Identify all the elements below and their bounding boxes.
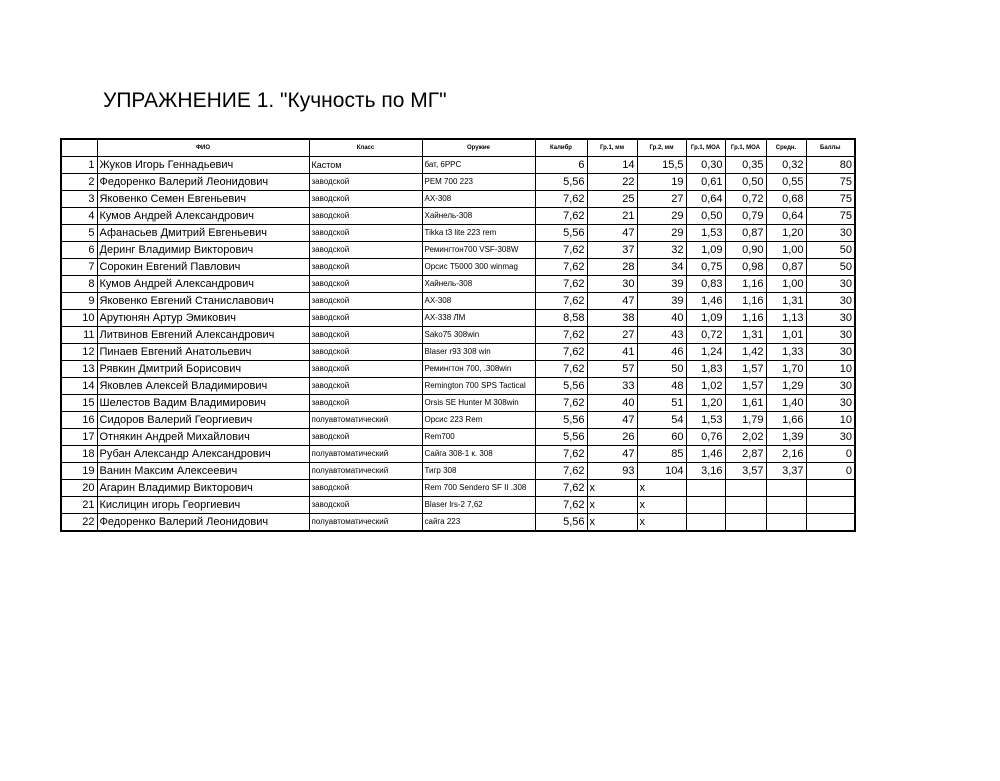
row-index: 8: [61, 276, 97, 293]
row-group1-mm: 33: [587, 378, 637, 395]
row-group2-mm: 15,5: [637, 157, 686, 174]
row-group1-moa: 1,53: [686, 225, 725, 242]
row-class: заводской: [309, 378, 422, 395]
row-group2-mm: 34: [637, 259, 686, 276]
header-group1-moa: Гр.1, MOA: [686, 139, 725, 157]
row-caliber: 6: [535, 157, 587, 174]
row-caliber: 7,62: [535, 463, 587, 480]
row-group1-mm: 28: [587, 259, 637, 276]
row-group1-moa: [686, 497, 725, 514]
row-group1-mm: 57: [587, 361, 637, 378]
row-weapon: Тигр 308: [422, 463, 535, 480]
row-group1-mm: 93: [587, 463, 637, 480]
row-caliber: 7,62: [535, 361, 587, 378]
row-class: заводской: [309, 395, 422, 412]
row-group1-mm: 40: [587, 395, 637, 412]
row-group2-moa: 1,31: [725, 327, 766, 344]
row-group1-mm: 22: [587, 174, 637, 191]
results-table: [60, 138, 856, 532]
row-weapon: АХ-308: [422, 191, 535, 208]
row-group2-moa: 1,16: [725, 293, 766, 310]
row-weapon: бат, 6PPC: [422, 157, 535, 174]
row-points: 30: [806, 276, 855, 293]
row-group2-mm: 39: [637, 276, 686, 293]
table-row: [61, 174, 855, 191]
row-name: Кумов Андрей Александрович: [97, 208, 309, 225]
header-index: [61, 139, 97, 157]
row-group2-mm: 39: [637, 293, 686, 310]
row-name: Пинаев Евгений Анатольевич: [97, 344, 309, 361]
row-index: 1: [61, 157, 97, 174]
row-group2-mm: 32: [637, 242, 686, 259]
row-group2-moa: 0,98: [725, 259, 766, 276]
table-row: [61, 191, 855, 208]
table-row: [61, 463, 855, 480]
row-name: Агарин Владимир Викторович: [97, 480, 309, 497]
row-group2-mm: 29: [637, 208, 686, 225]
header-group2-mm: Гр.2, мм: [637, 139, 686, 157]
row-group1-mm: 37: [587, 242, 637, 259]
row-caliber: 7,62: [535, 191, 587, 208]
row-average: 1,13: [766, 310, 806, 327]
table-row: [61, 276, 855, 293]
row-name: Кумов Андрей Александрович: [97, 276, 309, 293]
row-average: [766, 497, 806, 514]
row-class: полуавтоматический: [309, 412, 422, 429]
row-points: 0: [806, 446, 855, 463]
row-average: 1,70: [766, 361, 806, 378]
row-index: 10: [61, 310, 97, 327]
row-average: 0,87: [766, 259, 806, 276]
row-group1-moa: 1,83: [686, 361, 725, 378]
row-group1-moa: 1,20: [686, 395, 725, 412]
table-row: [61, 514, 855, 532]
row-caliber: 7,62: [535, 259, 587, 276]
row-name: Сидоров Валерий Георгиевич: [97, 412, 309, 429]
row-group1-mm: 21: [587, 208, 637, 225]
row-weapon: Sako75 308win: [422, 327, 535, 344]
row-index: 16: [61, 412, 97, 429]
table-row: [61, 225, 855, 242]
row-index: 20: [61, 480, 97, 497]
table-row: [61, 310, 855, 327]
row-group1-moa: 0,50: [686, 208, 725, 225]
row-average: 1,39: [766, 429, 806, 446]
row-class: заводской: [309, 293, 422, 310]
row-points: 80: [806, 157, 855, 174]
table-row: [61, 378, 855, 395]
row-points: 30: [806, 378, 855, 395]
row-caliber: 7,62: [535, 293, 587, 310]
row-average: 0,68: [766, 191, 806, 208]
row-points: [806, 497, 855, 514]
row-class: полуавтоматический: [309, 463, 422, 480]
row-group1-mm: 27: [587, 327, 637, 344]
row-name: Литвинов Евгений Александрович: [97, 327, 309, 344]
row-group2-moa: 2,02: [725, 429, 766, 446]
row-group2-mm: 50: [637, 361, 686, 378]
row-points: 0: [806, 463, 855, 480]
row-group1-moa: 3,16: [686, 463, 725, 480]
row-weapon: Сайга 308-1 к. 308: [422, 446, 535, 463]
row-group1-mm: 14: [587, 157, 637, 174]
row-name: Арутюнян Артур Эмикович: [97, 310, 309, 327]
row-name: Шелестов Вадим Владимирович: [97, 395, 309, 412]
row-points: 75: [806, 208, 855, 225]
row-average: [766, 514, 806, 532]
row-index: 12: [61, 344, 97, 361]
table-row: [61, 259, 855, 276]
row-points: 30: [806, 310, 855, 327]
row-group2-mm: x: [637, 497, 686, 514]
row-group1-moa: 0,75: [686, 259, 725, 276]
row-group2-moa: [725, 480, 766, 497]
table-row: [61, 327, 855, 344]
row-group2-mm: 60: [637, 429, 686, 446]
row-points: 30: [806, 293, 855, 310]
row-group2-moa: 1,79: [725, 412, 766, 429]
row-name: Федоренко Валерий Леонидович: [97, 514, 309, 532]
row-group1-moa: 0,64: [686, 191, 725, 208]
row-index: 4: [61, 208, 97, 225]
row-name: Отнякин Андрей Михайлович: [97, 429, 309, 446]
table-row: [61, 480, 855, 497]
row-caliber: 5,56: [535, 412, 587, 429]
row-caliber: 5,56: [535, 514, 587, 532]
row-group1-mm: 47: [587, 446, 637, 463]
row-group2-mm: 27: [637, 191, 686, 208]
table-row: [61, 412, 855, 429]
table-row: [61, 446, 855, 463]
row-weapon: Хайнель-308: [422, 276, 535, 293]
row-group1-moa: [686, 514, 725, 532]
row-index: 15: [61, 395, 97, 412]
row-average: 1,66: [766, 412, 806, 429]
row-points: 30: [806, 344, 855, 361]
row-index: 13: [61, 361, 97, 378]
row-group1-mm: 38: [587, 310, 637, 327]
row-group1-mm: x: [587, 514, 637, 532]
row-group2-moa: 1,57: [725, 361, 766, 378]
row-weapon: РЕМ 700 223: [422, 174, 535, 191]
table-row: [61, 344, 855, 361]
row-name: Афанасьев Дмитрий Евгеньевич: [97, 225, 309, 242]
row-weapon: Tikka t3 lite 223 rem: [422, 225, 535, 242]
table-row: [61, 497, 855, 514]
row-index: 3: [61, 191, 97, 208]
row-group1-moa: 1,46: [686, 293, 725, 310]
row-group1-moa: 1,09: [686, 310, 725, 327]
row-group2-moa: 1,16: [725, 276, 766, 293]
row-group2-moa: 0,50: [725, 174, 766, 191]
row-index: 22: [61, 514, 97, 532]
table-row: [61, 242, 855, 259]
row-caliber: 7,62: [535, 446, 587, 463]
row-name: Рубан Александр Александрович: [97, 446, 309, 463]
row-index: 11: [61, 327, 97, 344]
header-average: Средн.: [766, 139, 806, 157]
row-points: 10: [806, 412, 855, 429]
header-name: ФИО: [97, 139, 309, 157]
row-average: 1,20: [766, 225, 806, 242]
row-weapon: Rem 700 Sendero SF II .308: [422, 480, 535, 497]
row-points: 50: [806, 259, 855, 276]
table-row: [61, 429, 855, 446]
row-index: 19: [61, 463, 97, 480]
row-group1-mm: 25: [587, 191, 637, 208]
row-name: Ванин Максим Алексеевич: [97, 463, 309, 480]
row-weapon: Хайнель-308: [422, 208, 535, 225]
row-index: 2: [61, 174, 97, 191]
row-class: заводской: [309, 276, 422, 293]
row-weapon: Орсис 223 Rem: [422, 412, 535, 429]
row-average: [766, 480, 806, 497]
row-caliber: 7,62: [535, 344, 587, 361]
row-index: 17: [61, 429, 97, 446]
row-points: [806, 480, 855, 497]
row-group2-mm: 40: [637, 310, 686, 327]
row-average: 1,00: [766, 276, 806, 293]
row-group1-moa: [686, 480, 725, 497]
row-weapon: Remington 700 SPS Tactical: [422, 378, 535, 395]
row-group2-moa: 0,79: [725, 208, 766, 225]
header-group1-mm: Гр.1, мм: [587, 139, 637, 157]
row-group2-mm: 46: [637, 344, 686, 361]
row-average: 0,64: [766, 208, 806, 225]
row-weapon: Blaser lrs-2 7,62: [422, 497, 535, 514]
row-caliber: 7,62: [535, 327, 587, 344]
table-row: [61, 361, 855, 378]
row-class: заводской: [309, 361, 422, 378]
row-group2-mm: 104: [637, 463, 686, 480]
row-caliber: 7,62: [535, 242, 587, 259]
row-caliber: 7,62: [535, 480, 587, 497]
row-index: 21: [61, 497, 97, 514]
row-weapon: Ремингтон 700, .308win: [422, 361, 535, 378]
row-caliber: 5,56: [535, 378, 587, 395]
row-class: полуавтоматический: [309, 514, 422, 532]
row-index: 5: [61, 225, 97, 242]
row-class: заводской: [309, 242, 422, 259]
row-name: Яковлев Алексей Владимирович: [97, 378, 309, 395]
page-title: УПРАЖНЕНИЕ 1. "Кучность по МГ": [103, 89, 447, 112]
row-group2-mm: x: [637, 514, 686, 532]
row-class: заводской: [309, 208, 422, 225]
header-weapon: Оружие: [422, 139, 535, 157]
row-average: 1,01: [766, 327, 806, 344]
row-group1-mm: 47: [587, 225, 637, 242]
row-class: Кастом: [309, 157, 422, 174]
row-weapon: Орсис Т5000 300 winmag: [422, 259, 535, 276]
row-weapon: сайга 223: [422, 514, 535, 532]
row-caliber: 7,62: [535, 276, 587, 293]
row-group1-mm: 30: [587, 276, 637, 293]
table-row: [61, 293, 855, 310]
row-group2-moa: [725, 497, 766, 514]
row-group2-moa: 0,35: [725, 157, 766, 174]
row-average: 1,29: [766, 378, 806, 395]
table-row: [61, 157, 855, 174]
row-weapon: АХ-338 ЛМ: [422, 310, 535, 327]
row-group1-moa: 1,09: [686, 242, 725, 259]
row-average: 1,40: [766, 395, 806, 412]
row-average: 1,31: [766, 293, 806, 310]
row-class: заводской: [309, 429, 422, 446]
row-index: 9: [61, 293, 97, 310]
row-group2-moa: 1,42: [725, 344, 766, 361]
row-group2-moa: 0,72: [725, 191, 766, 208]
row-class: заводской: [309, 191, 422, 208]
row-group1-moa: 0,83: [686, 276, 725, 293]
row-class: заводской: [309, 174, 422, 191]
row-group1-mm: x: [587, 480, 637, 497]
row-group2-moa: 2,87: [725, 446, 766, 463]
row-group2-moa: 0,87: [725, 225, 766, 242]
row-group2-mm: 48: [637, 378, 686, 395]
header-class: Класс: [309, 139, 422, 157]
row-class: заводской: [309, 310, 422, 327]
row-weapon: АХ-308: [422, 293, 535, 310]
row-weapon: Rem700: [422, 429, 535, 446]
row-name: Яковенко Семен Евгеньевич: [97, 191, 309, 208]
row-group1-moa: 0,30: [686, 157, 725, 174]
header-caliber: Калибр: [535, 139, 587, 157]
row-group2-mm: 29: [637, 225, 686, 242]
row-class: заводской: [309, 225, 422, 242]
row-group1-moa: 1,02: [686, 378, 725, 395]
row-group1-moa: 0,76: [686, 429, 725, 446]
row-group2-mm: 43: [637, 327, 686, 344]
row-group2-moa: 3,57: [725, 463, 766, 480]
row-group2-moa: 1,57: [725, 378, 766, 395]
row-index: 6: [61, 242, 97, 259]
table-row: [61, 395, 855, 412]
header-points: Баллы: [806, 139, 855, 157]
row-group1-moa: 1,24: [686, 344, 725, 361]
row-caliber: 7,62: [535, 208, 587, 225]
row-caliber: 5,56: [535, 429, 587, 446]
row-group2-mm: 51: [637, 395, 686, 412]
row-group1-mm: 47: [587, 412, 637, 429]
row-name: Сорокин Евгений Павлович: [97, 259, 309, 276]
row-caliber: 8,58: [535, 310, 587, 327]
row-caliber: 5,56: [535, 225, 587, 242]
row-index: 14: [61, 378, 97, 395]
row-group2-mm: x: [637, 480, 686, 497]
row-index: 7: [61, 259, 97, 276]
row-group2-mm: 85: [637, 446, 686, 463]
row-weapon: Ремингтон700 VSF-308W: [422, 242, 535, 259]
row-average: 2,16: [766, 446, 806, 463]
row-class: полуавтоматический: [309, 446, 422, 463]
row-average: 1,33: [766, 344, 806, 361]
row-name: Рявкин Дмитрий Борисович: [97, 361, 309, 378]
header-group2-moa: Гр.1, MOA: [725, 139, 766, 157]
row-points: 75: [806, 191, 855, 208]
row-caliber: 7,62: [535, 395, 587, 412]
row-name: Яковенко Евгений Станиславович: [97, 293, 309, 310]
row-points: 30: [806, 395, 855, 412]
row-group1-moa: 0,61: [686, 174, 725, 191]
row-group1-mm: 26: [587, 429, 637, 446]
row-points: 30: [806, 225, 855, 242]
row-group2-mm: 54: [637, 412, 686, 429]
row-group1-moa: 1,46: [686, 446, 725, 463]
row-caliber: 7,62: [535, 497, 587, 514]
row-points: 30: [806, 327, 855, 344]
row-weapon: Blaser r93 308 win: [422, 344, 535, 361]
row-class: заводской: [309, 480, 422, 497]
row-points: [806, 514, 855, 532]
row-index: 18: [61, 446, 97, 463]
row-average: 0,32: [766, 157, 806, 174]
row-average: 0,55: [766, 174, 806, 191]
row-weapon: Orsis SE Hunter M 308win: [422, 395, 535, 412]
row-group1-mm: 47: [587, 293, 637, 310]
row-group2-moa: [725, 514, 766, 532]
row-class: заводской: [309, 497, 422, 514]
row-group2-moa: 1,16: [725, 310, 766, 327]
row-name: Федоренко Валерий Леонидович: [97, 174, 309, 191]
row-name: Кислицин игорь Георгиевич: [97, 497, 309, 514]
row-caliber: 5,56: [535, 174, 587, 191]
row-class: заводской: [309, 344, 422, 361]
table-row: [61, 208, 855, 225]
row-group2-mm: 19: [637, 174, 686, 191]
row-points: 50: [806, 242, 855, 259]
row-class: заводской: [309, 259, 422, 276]
row-group2-moa: 0,90: [725, 242, 766, 259]
row-name: Жуков Игорь Геннадьевич: [97, 157, 309, 174]
row-points: 10: [806, 361, 855, 378]
row-group1-mm: 41: [587, 344, 637, 361]
row-average: 3,37: [766, 463, 806, 480]
row-points: 30: [806, 429, 855, 446]
row-points: 75: [806, 174, 855, 191]
row-group1-moa: 0,72: [686, 327, 725, 344]
table-header-row: [61, 139, 855, 157]
row-name: Деринг Владимир Викторович: [97, 242, 309, 259]
row-average: 1,00: [766, 242, 806, 259]
row-group2-moa: 1,61: [725, 395, 766, 412]
row-class: заводской: [309, 327, 422, 344]
row-group1-moa: 1,53: [686, 412, 725, 429]
row-group1-mm: x: [587, 497, 637, 514]
